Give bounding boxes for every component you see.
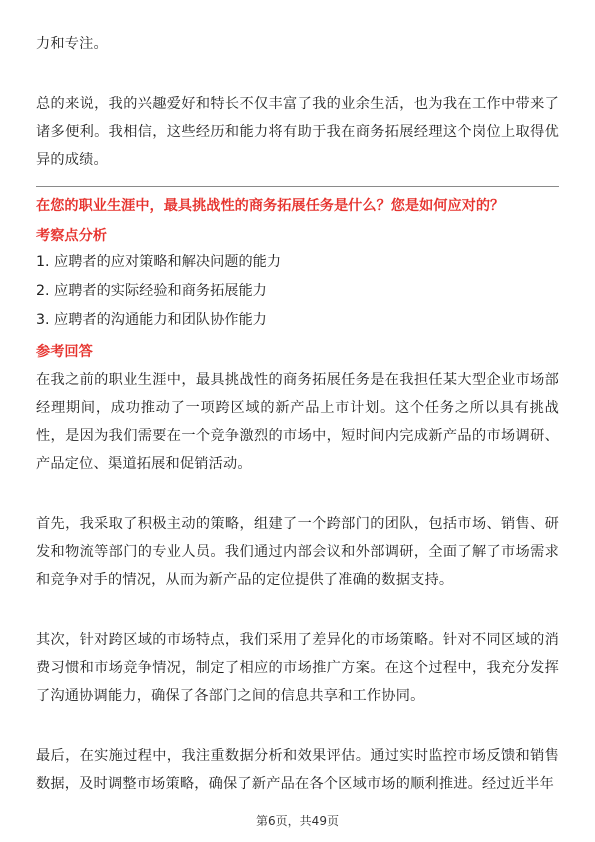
- document-page: [36, 0, 559, 842]
- analysis-points-list: [36, 248, 559, 335]
- answer-paragraph: 其次，针对跨区域的市场特点，我们采用了差异化的市场策略。针对不同区域的消费习惯和市场竞争情况，制定了相应的市场推广方案。在这个过程中，我充分发挥了沟通协调能力，确保了各部门之间的信息共享和工作协同。: [36, 632, 559, 704]
- answer-heading: 参考回答: [36, 344, 93, 360]
- answer-paragraph: 最后，在实施过程中，我注重数据分析和效果评估。通过实时监控市场反馈和销售数据，及时调整市场策略，确保了新产品在各个区域市场的顺利推进。经过近半年: [36, 748, 559, 792]
- analysis-heading: 考察点分析: [36, 228, 107, 244]
- analysis-point: 2. 应聘者的实际经验和商务拓展能力: [36, 283, 267, 299]
- page-number-footer: 第6页，共49页: [256, 814, 339, 828]
- analysis-point: 3. 应聘者的沟通能力和团队协作能力: [36, 312, 267, 328]
- answer-paragraph: 在我之前的职业生涯中，最具挑战性的商务拓展任务是在我担任某大型企业市场部经理期间，成功推动了一项跨区域的新产品上市计划。这个任务之所以具有挑战性，是因为我们需要在一个竞争激烈的市场中，短时间内完成新产品的市场调研、产品定位、渠道拓展和促销活动。: [36, 372, 559, 472]
- interview-question: 在您的职业生涯中，最具挑战性的商务拓展任务是什么？您是如何应对的？: [36, 198, 505, 214]
- summary-paragraph: 总的来说，我的兴趣爱好和特长不仅丰富了我的业余生活，也为我在工作中带来了诸多便利。我相信，这些经历和能力将有助于我在商务拓展经理这个岗位上取得优异的成绩。: [36, 96, 559, 168]
- answer-paragraph: 首先，我采取了积极主动的策略，组建了一个跨部门的团队，包括市场、销售、研发和物流等部门的专业人员。我们通过内部会议和外部调研，全面了解了市场需求和竞争对手的情况，从而为新产品的定位提供了准确的数据支持。: [36, 516, 559, 588]
- section-divider: [36, 186, 559, 187]
- continuation-paragraph: 力和专注。: [36, 36, 108, 52]
- analysis-point: 1. 应聘者的应对策略和解决问题的能力: [36, 254, 282, 270]
